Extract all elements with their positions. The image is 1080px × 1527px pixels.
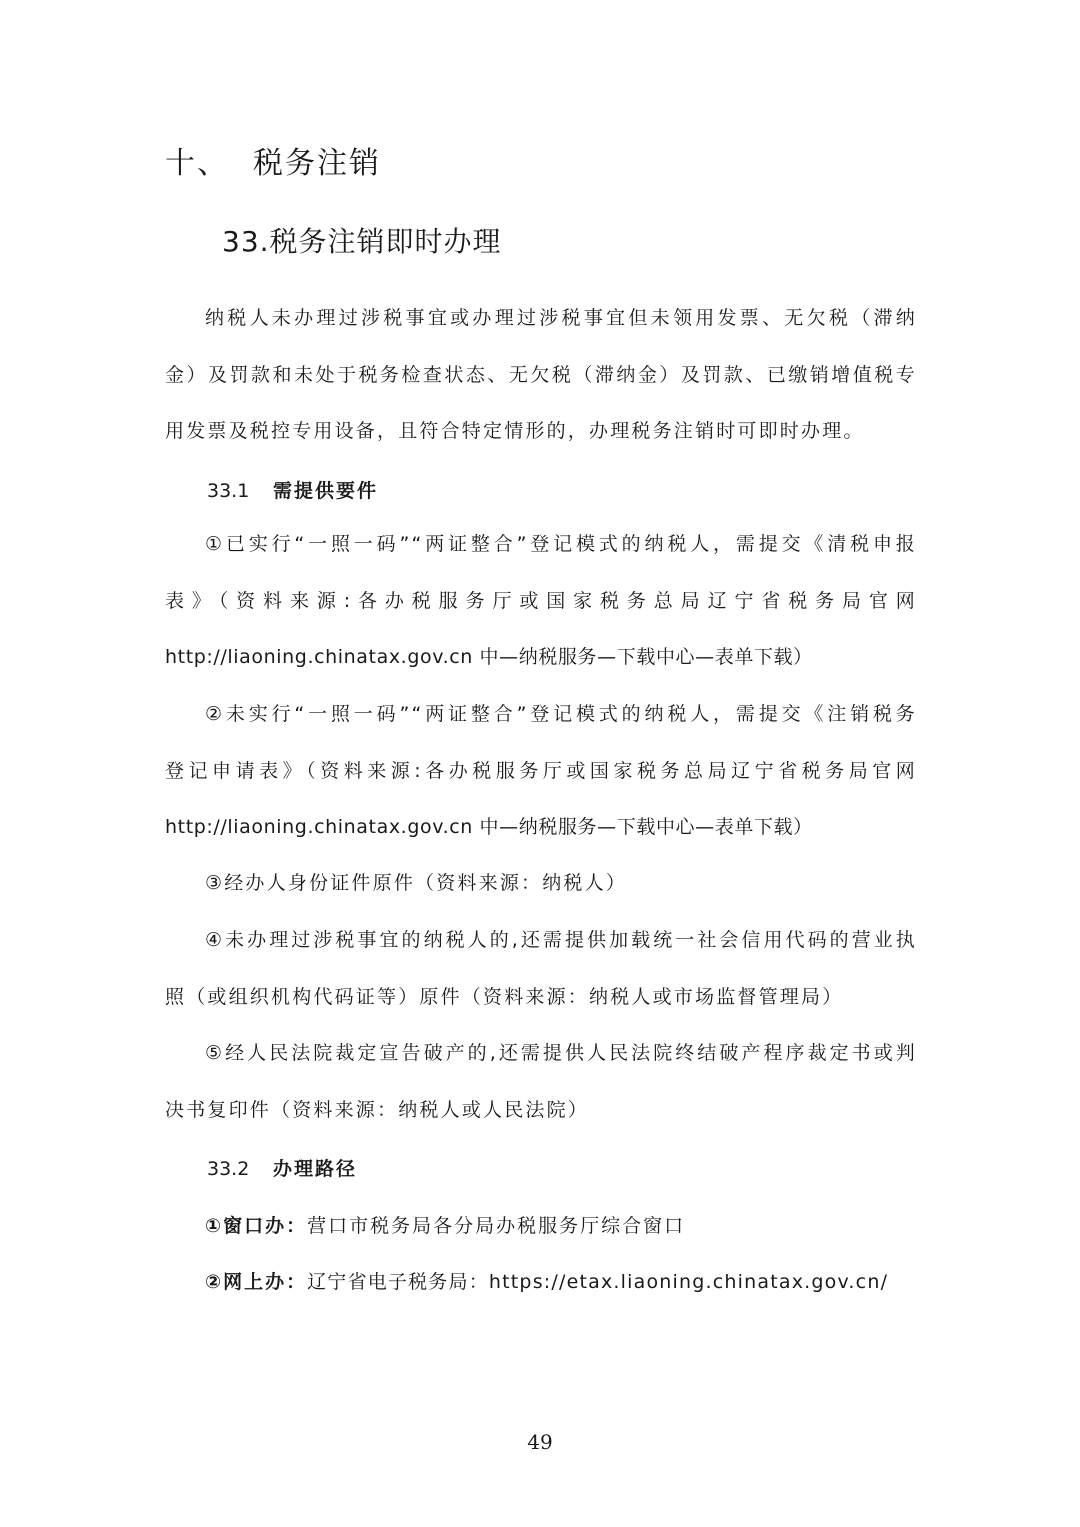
materials-number: 33.1 (207, 480, 250, 502)
paragraph-line: 决书复印件（资料来源：纳税人或人民法院） (165, 1098, 590, 1121)
route-value: 辽宁省电子税务局：https://etax.liaoning.chinatax.gov.cn/ (307, 1271, 889, 1293)
page-number: 49 (527, 1430, 553, 1454)
route-label: ②网上办： (205, 1271, 308, 1293)
section-title: 33.税务注销即时办理 (222, 225, 502, 258)
route-value: 营口市税务局各分局办税服务厅综合窗口 (307, 1215, 686, 1237)
intro-paragraph (165, 290, 917, 460)
materials-item-2 (165, 686, 917, 856)
routes-heading (207, 1154, 357, 1181)
paragraph-line: 登记申请表》（资料来源:各办税服务厅或国家税务总局辽宁省税务局官网 (165, 759, 917, 782)
routes-number: 33.2 (207, 1158, 250, 1180)
route-window (205, 1211, 685, 1238)
materials-label: 需提供要件 (273, 480, 379, 502)
paragraph-line: 表》（资料来源:各办税服务厅或国家税务总局辽宁省税务局官网 (165, 589, 917, 612)
paragraph-line: ②未实行“一照一码”“两证整合”登记模式的纳税人，需提交《注销税务 (205, 703, 917, 725)
paragraph-line: ④未办理过涉税事宜的纳税人的,还需提供加载统一社会信用代码的营业执 (205, 929, 917, 951)
materials-heading (207, 476, 378, 503)
chapter-number: 十、 (165, 146, 229, 181)
materials-item-4 (165, 912, 917, 1025)
paragraph-line: 用发票及税控专用设备，且符合特定情形的，办理税务注销时可即时办理。 (165, 420, 865, 442)
chapter-title: 税务注销 (253, 146, 381, 181)
paragraph-line: http://liaoning.chinatax.gov.cn 中—纳税服务—下载中心—表单下载） (165, 646, 813, 668)
paragraph-line: ③经办人身份证件原件（资料来源：纳税人） (205, 872, 628, 894)
paragraph-line: ①已实行“一照一码”“两证整合”登记模式的纳税人，需提交《清税申报 (205, 533, 917, 555)
paragraph-line: 纳税人未办理过涉税事宜或办理过涉税事宜但未领用发票、无欠税（滞纳 (205, 307, 917, 329)
route-label: ①窗口办： (205, 1215, 308, 1237)
paragraph-line: ⑤经人民法院裁定宣告破产的,还需提供人民法院终结破产程序裁定书或判 (205, 1042, 917, 1064)
materials-item-5 (165, 1025, 917, 1138)
materials-item-3 (165, 855, 917, 912)
routes-label: 办理路径 (273, 1158, 358, 1180)
paragraph-line: http://liaoning.chinatax.gov.cn 中—纳税服务—下载中心—表单下载） (165, 816, 813, 838)
paragraph-line: 金）及罚款和未处于税务检查状态、无欠税（滞纳金）及罚款、已缴销增值税专 (165, 363, 917, 386)
route-online (205, 1267, 888, 1294)
materials-item-1 (165, 516, 917, 686)
paragraph-line: 照（或组织机构代码证等）原件（资料来源：纳税人或市场监督管理局） (165, 985, 844, 1008)
chapter-heading (165, 138, 381, 182)
